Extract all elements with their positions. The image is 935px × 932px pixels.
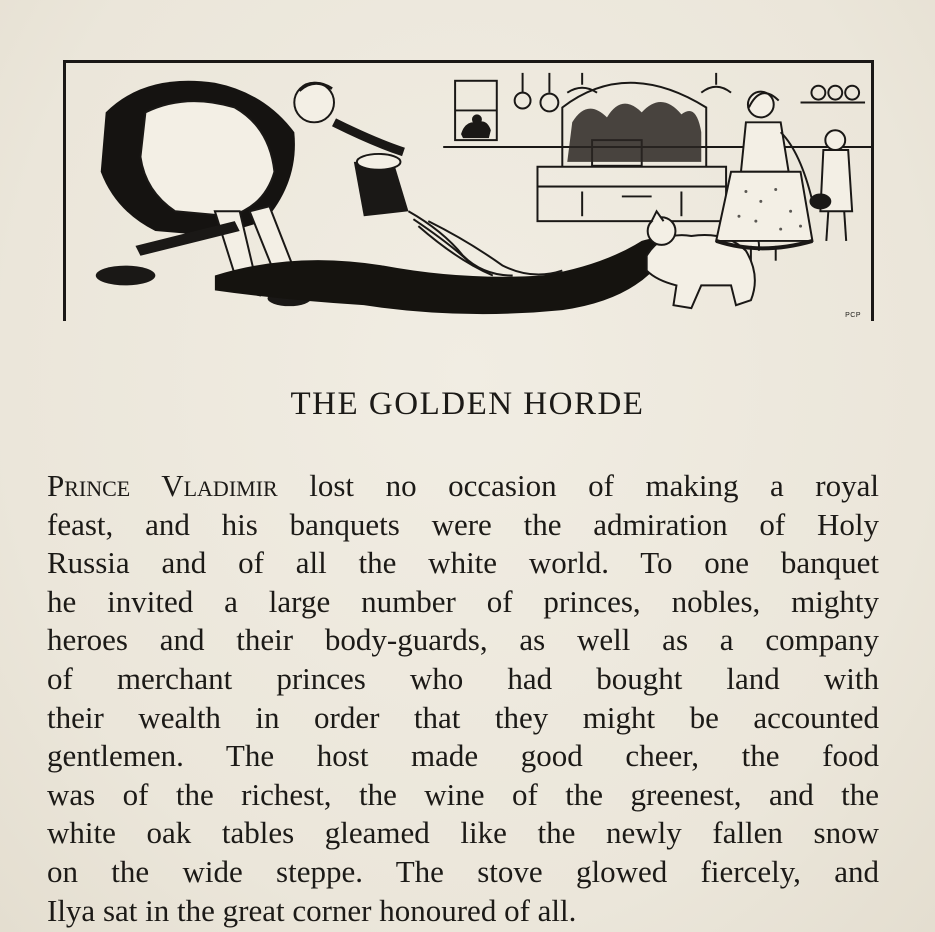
text-line: Ilya sat in the great corner honoured of all. — [47, 892, 577, 928]
text-line: Russia and of all the white world. To one banquet — [47, 545, 879, 581]
text-line: was of the richest, the wine of the greenest, and the — [47, 776, 879, 812]
lead-smallcaps: Prince Vladimir — [47, 468, 278, 503]
text-line: of merchant princes who had bought land with — [47, 660, 879, 696]
chapter-illustration — [63, 60, 874, 321]
text-line: gentlemen. The host made good cheer, the food — [47, 738, 879, 774]
text-line: feast, and his banquets were the admiration of Holy — [47, 506, 879, 542]
text-line: on the wide steppe. The stove glowed fiercely, and — [47, 853, 879, 889]
text-line-rest: lost no occasion of making a royal — [277, 468, 879, 503]
text-line: heroes and their body-guards, as well as a company — [47, 622, 879, 658]
illustrator-signature: PCP — [845, 312, 861, 319]
chapter-body — [47, 467, 879, 930]
kitchen-scene-icon — [66, 63, 871, 321]
text-line: white oak tables gleamed like the newly fallen snow — [47, 815, 879, 851]
chapter-title: THE GOLDEN HORDE — [290, 386, 645, 422]
text-line — [47, 467, 879, 506]
text-line: their wealth in order that they might be accounted — [47, 699, 879, 735]
text-line: he invited a large number of princes, nobles, mighty — [47, 583, 879, 619]
